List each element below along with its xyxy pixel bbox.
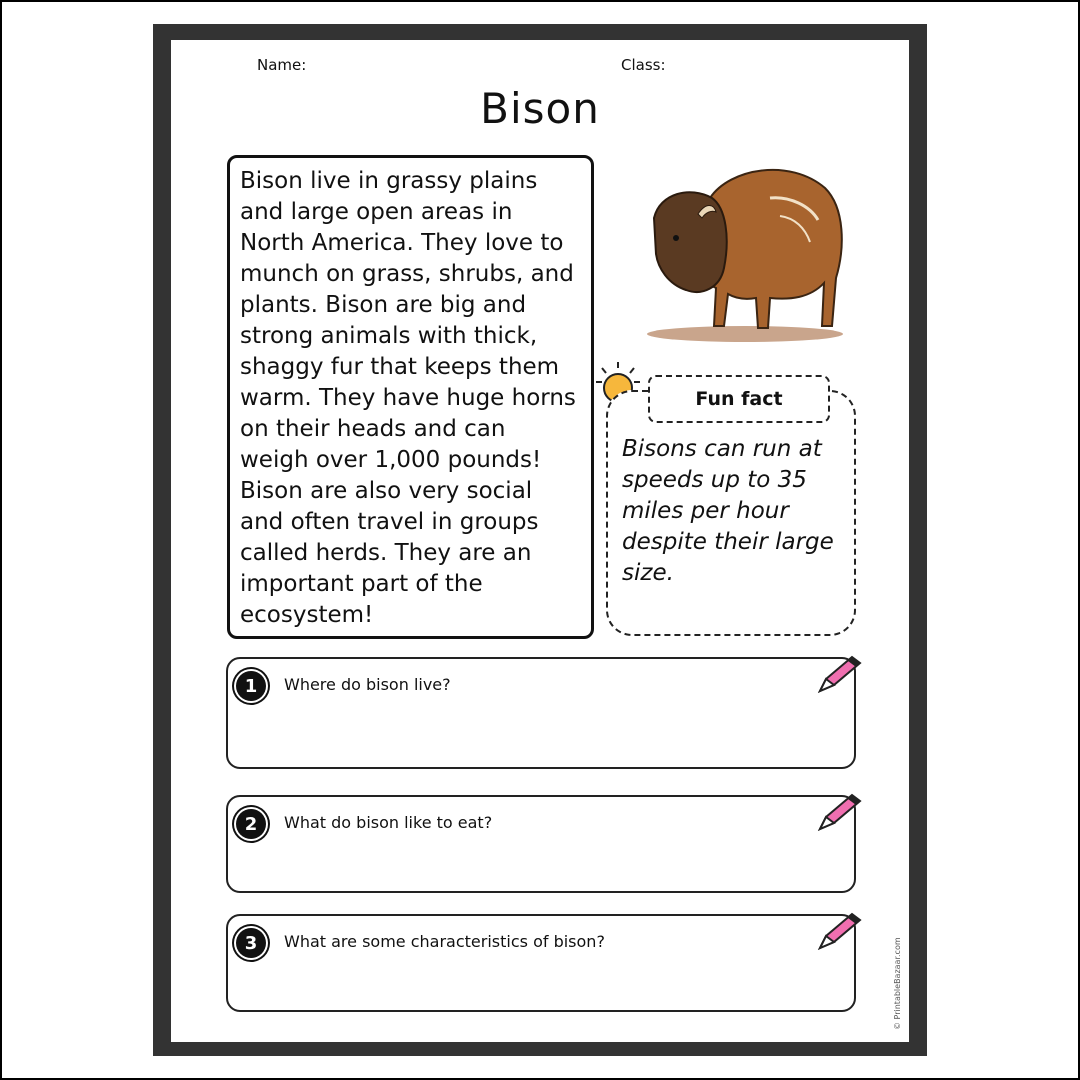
question-box-3[interactable]	[226, 914, 856, 1012]
question-number: 3	[236, 928, 266, 958]
question-box-2[interactable]	[226, 795, 856, 893]
question-text: Where do bison live?	[284, 675, 451, 694]
question-text: What are some characteristics of bison?	[284, 932, 605, 951]
pencil-icon	[810, 789, 862, 835]
reading-passage-box	[227, 155, 594, 639]
name-label: Name:	[257, 56, 307, 74]
credit-text: © PrintableBazaar.com	[893, 937, 902, 1030]
pencil-icon	[810, 651, 862, 697]
question-text: What do bison like to eat?	[284, 813, 493, 832]
pencil-icon	[810, 908, 862, 954]
page-title: Bison	[480, 84, 600, 133]
reading-passage: Bison live in grassy plains and large open areas in North America. They love to munch on grass, shrubs, and plants. Bison are big and strong animals with thick, shaggy fur that keeps them warm. They have huge horns on their heads and can weigh over 1,000 pounds! Bison are also very social and often travel in groups called herds. They are an important part of the ecosystem!	[240, 168, 576, 628]
question-number: 2	[236, 809, 266, 839]
fun-fact-text: Bisons can run at speeds up to 35 miles per hour despite their large size.	[622, 436, 834, 586]
fun-fact-heading: Fun fact	[648, 375, 830, 423]
question-number: 1	[236, 671, 266, 701]
bison-illustration	[640, 158, 846, 350]
question-box-1[interactable]	[226, 657, 856, 769]
class-label: Class:	[621, 56, 666, 74]
